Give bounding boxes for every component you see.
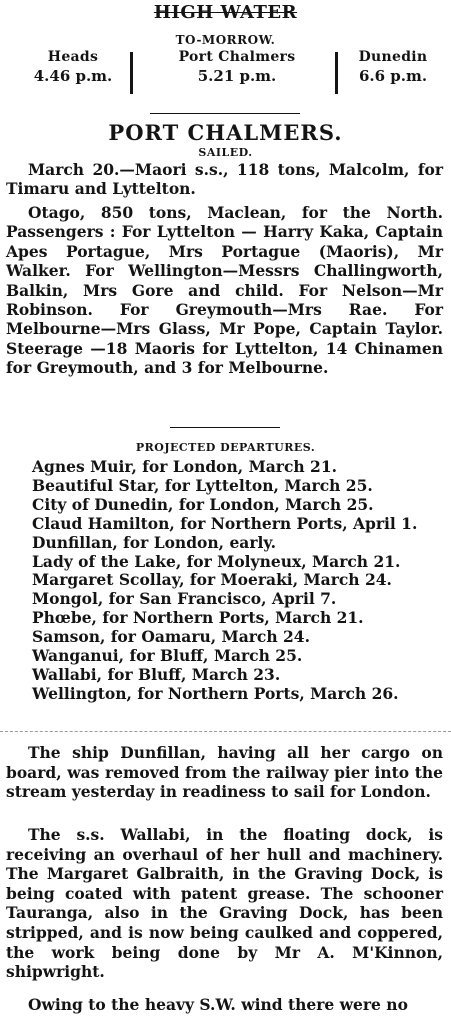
list-item: Beautiful Star, for Lyttelton, March 25.	[32, 475, 373, 495]
news-paragraph-3: Owing to the heavy S.W. wind there were no	[28, 995, 408, 1014]
high-water-heading: HIGH WATER	[153, 2, 298, 23]
divider-rule	[170, 427, 280, 428]
section-title: PORT CHALMERS.	[108, 120, 343, 145]
tide-place: Dunedin	[358, 49, 428, 65]
tide-divider	[335, 52, 338, 94]
list-item: Mongol, for San Francisco, April 7.	[32, 589, 337, 609]
tide-table	[0, 48, 451, 98]
list-item: City of Dunedin, for London, March 25.	[32, 494, 374, 514]
list-item: Samson, for Oamaru, March 24.	[32, 627, 310, 647]
tide-divider	[130, 52, 133, 94]
divider-rule	[150, 113, 300, 114]
departures-heading: PROJECTED DEPARTURES.	[135, 441, 316, 454]
list-item: Wallabi, for Bluff, March 23.	[32, 664, 281, 684]
list-item: Wanganui, for Bluff, March 25.	[32, 646, 303, 666]
tide-time: 4.46 p.m.	[33, 67, 113, 85]
tide-place: Heads	[47, 49, 99, 65]
tide-place: Port Chalmers	[178, 49, 296, 65]
sailed-paragraph-1: March 20.—Maori s.s., 118 tons, Malcolm, for Timaru and Lyttelton.	[6, 160, 443, 199]
list-item: Wellington, for Northern Ports, March 26.	[32, 683, 399, 703]
list-item: Dunfillan, for London, early.	[32, 532, 277, 552]
list-item: Lady of the Lake, for Molyneux, March 21.	[32, 551, 401, 571]
tide-port-chalmers	[142, 48, 332, 86]
tide-time: 5.21 p.m.	[197, 67, 277, 85]
sailed-heading: SAILED.	[198, 146, 253, 159]
sailed-paragraph-2: Otago, 850 tons, Maclean, for the North. Passengers : For Lyttelton — Harry Kaka, Captain Apes Portague, Mrs Portague (Maoris), Mr Walker. For Wellington—Messrs Challingworth, Balkin, Mrs Gore and child. For Nelson—Mr Robinson. For Greymouth—Mrs Rae. For Melbourne—Mrs Glass, Mr Pope, Captain Taylor. Steerage —18 Maoris for Lyttelton, 14 Chinamen for Greymouth, and 3 for Melbourne.	[6, 203, 443, 378]
news-paragraph-2: The s.s. Wallabi, in the floating dock, is receiving an overhaul of her hull and machinery. The Margaret Galbraith, in the Graving Dock, is being coated with patent grease. The schooner Tauranga, also in the Graving Dock, has been stripped, and is now being caulked and coppered, the work being done by Mr A. M'Kinnon, shipwright.	[6, 825, 443, 982]
high-water-subheading: TO-MORROW.	[175, 33, 276, 47]
tide-time: 6.6 p.m.	[358, 67, 428, 85]
tide-heads	[18, 48, 128, 86]
divider-rule	[0, 731, 451, 732]
list-item: Agnes Muir, for London, March 21.	[32, 457, 338, 476]
news-paragraph-1: The ship Dunfillan, having all her cargo on board, was removed from the railway pier into the stream yesterday in readiness to sail for London.	[6, 743, 443, 802]
list-item: Margaret Scollay, for Moeraki, March 24.	[32, 570, 392, 590]
list-item: Claud Hamilton, for Northern Ports, April 1.	[32, 513, 418, 533]
departures-list	[32, 458, 447, 704]
list-item: Phœbe, for Northern Ports, March 21.	[32, 608, 364, 628]
tide-dunedin	[343, 48, 443, 86]
